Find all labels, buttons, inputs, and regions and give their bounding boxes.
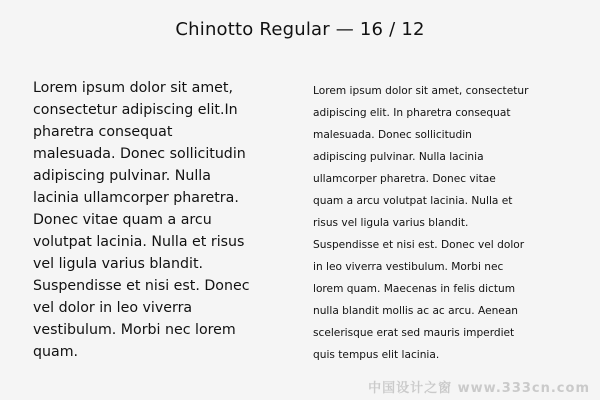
text-line: vel dolor in leo viverra xyxy=(33,300,193,316)
paragraph-large xyxy=(33,77,288,363)
text-line: scelerisque erat sed mauris imperdiet xyxy=(313,327,515,339)
text-line: risus vel ligula varius blandit. xyxy=(313,217,469,229)
text-line: Donec vitae quam a arcu xyxy=(33,212,212,228)
text-line: ullamcorper pharetra. Donec vitae xyxy=(313,173,496,185)
text-line: Lorem ipsum dolor sit amet, xyxy=(33,80,233,96)
text-line: quam. xyxy=(33,344,79,360)
sample-text-small xyxy=(313,80,575,366)
text-line: vel ligula varius blandit. xyxy=(33,256,204,272)
text-line: quam a arcu volutpat lacinia. Nulla et xyxy=(313,195,513,207)
text-line: volutpat lacinia. Nulla et risus xyxy=(33,234,245,250)
text-line: Suspendisse et nisi est. Donec xyxy=(33,278,250,294)
text-line: vestibulum. Morbi nec lorem xyxy=(33,322,236,338)
text-line: nulla blandit mollis ac ac arcu. Aenean xyxy=(313,305,519,317)
paragraph-small xyxy=(313,80,575,366)
text-line: Suspendisse et nisi est. Donec vel dolor xyxy=(313,239,525,251)
text-line: adipiscing elit. In pharetra consequat xyxy=(313,107,511,119)
text-line: pharetra consequat xyxy=(33,124,173,140)
text-line: malesuada. Donec sollicitudin xyxy=(33,146,246,162)
text-line: in leo viverra vestibulum. Morbi nec xyxy=(313,261,504,273)
text-line: adipiscing pulvinar. Nulla xyxy=(33,168,211,184)
text-line: Lorem ipsum dolor sit amet, consectetur xyxy=(313,85,529,97)
text-line: adipiscing pulvinar. Nulla lacinia xyxy=(313,151,484,163)
page-title: Chinotto Regular — 16 / 12 xyxy=(175,19,425,40)
text-line: consectetur adipiscing elit.In xyxy=(33,102,238,118)
sample-text-large xyxy=(33,77,288,363)
text-line: malesuada. Donec sollicitudin xyxy=(313,129,472,141)
text-line: lorem quam. Maecenas in felis dictum xyxy=(313,283,516,295)
text-line: quis tempus elit lacinia. xyxy=(313,349,440,361)
watermark: 中国设计之窗 www.333cn.com xyxy=(368,381,590,396)
text-line: lacinia ullamcorper pharetra. xyxy=(33,190,239,206)
